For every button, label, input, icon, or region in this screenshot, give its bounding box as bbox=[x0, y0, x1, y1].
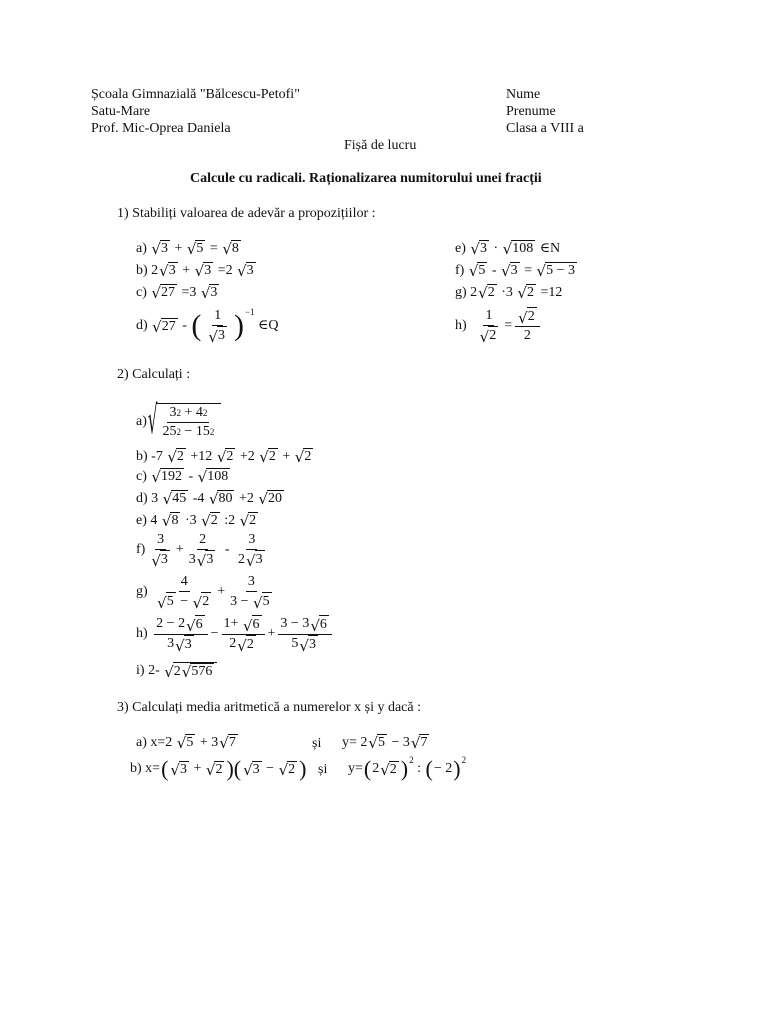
q3-a-and: și bbox=[312, 736, 322, 751]
q2-item-c: c) √ 192 - √ 108 bbox=[136, 468, 229, 486]
q3-item-b: b) x= ( √ 3 + √ 2 )( √ 3 − √ 2 ) bbox=[130, 756, 307, 781]
q2-item-f: f) 3 √ 3 + 2 3 √ 3 - 3 2 √ 3 bbox=[136, 532, 263, 570]
school-name: Școala Gimnazială "Bălcescu-Petofi" bbox=[91, 87, 300, 102]
worksheet-label: Fișă de lucru bbox=[344, 138, 417, 153]
name-label: Nume bbox=[506, 87, 541, 102]
q2-item-e: e) 4 √ 8 ·3 √ 2 :2 √ 2 bbox=[136, 512, 257, 530]
q3-item-b-y: y= ( 2 √ 2 ) 2 : ( − 2 ) 2 bbox=[348, 755, 467, 781]
q1-item-c: c) √ 27 =3 √ 3 bbox=[136, 284, 218, 302]
q2-item-i: i) 2- √ 2 √ 576 bbox=[136, 660, 218, 682]
q1-item-g: g) 2 √ 2 ·3 √ 2 =12 bbox=[455, 284, 563, 302]
q1-item-f: f) √ 5 - √ 3 = √ 5 − 3 bbox=[455, 262, 575, 280]
surname-label: Prenume bbox=[506, 104, 556, 119]
q1-item-a: a) √ 3 + √ 5 = √ 8 bbox=[136, 240, 239, 258]
q3-prompt: 3) Calculați media aritmetică a numerelor x și y dacă : bbox=[117, 700, 421, 715]
class-label: Clasa a VIII a bbox=[506, 121, 584, 136]
q2-item-a: a) √ 3 2 + 4 2 25 2 − 15 2 bbox=[136, 400, 222, 444]
page-title: Calcule cu radicali. Raționalizarea numitorului unei fracții bbox=[190, 171, 542, 186]
q1-item-d: d) √ 27 - ( 1 √ 3 ) −1 ∈Q bbox=[136, 307, 279, 346]
q2-prompt: 2) Calculați : bbox=[117, 367, 191, 382]
q3-item-a: a) x=2 √ 5 + 3 √ 7 bbox=[136, 734, 236, 752]
city: Satu-Mare bbox=[91, 104, 151, 119]
teacher: Prof. Mic-Oprea Daniela bbox=[91, 121, 231, 136]
q2-item-d: d) 3 √ 45 -4 √ 80 +2 √ 20 bbox=[136, 490, 282, 508]
q1-item-h: h) 1 √ 2 = √ 2 2 bbox=[455, 306, 543, 346]
q2-item-h: h) 2 − 2 √ 6 3 √ 3 − 1+ √ 6 2 √ 2 + 3 − 3 √ 6 5 √ 3 bbox=[136, 614, 335, 654]
q1-prompt: 1) Stabiliți valoarea de adevăr a propozițiilor : bbox=[117, 206, 376, 221]
q1-item-b: b) 2 √ 3 + √ 3 =2 √ 3 bbox=[136, 262, 254, 280]
q3-item-a-y: y= 2 √ 5 − 3 √ 7 bbox=[342, 734, 428, 752]
q3-b-and: și bbox=[318, 762, 328, 777]
q2-item-b: b) -7 √ 2 +12 √ 2 +2 √ 2 + √ 2 bbox=[136, 448, 312, 466]
q2-item-g: g) 4 √ 5 − √ 2 + 3 3 − √ 5 bbox=[136, 574, 270, 612]
q1-item-e: e) √ 3 · √ 108 ∈N bbox=[455, 240, 561, 258]
